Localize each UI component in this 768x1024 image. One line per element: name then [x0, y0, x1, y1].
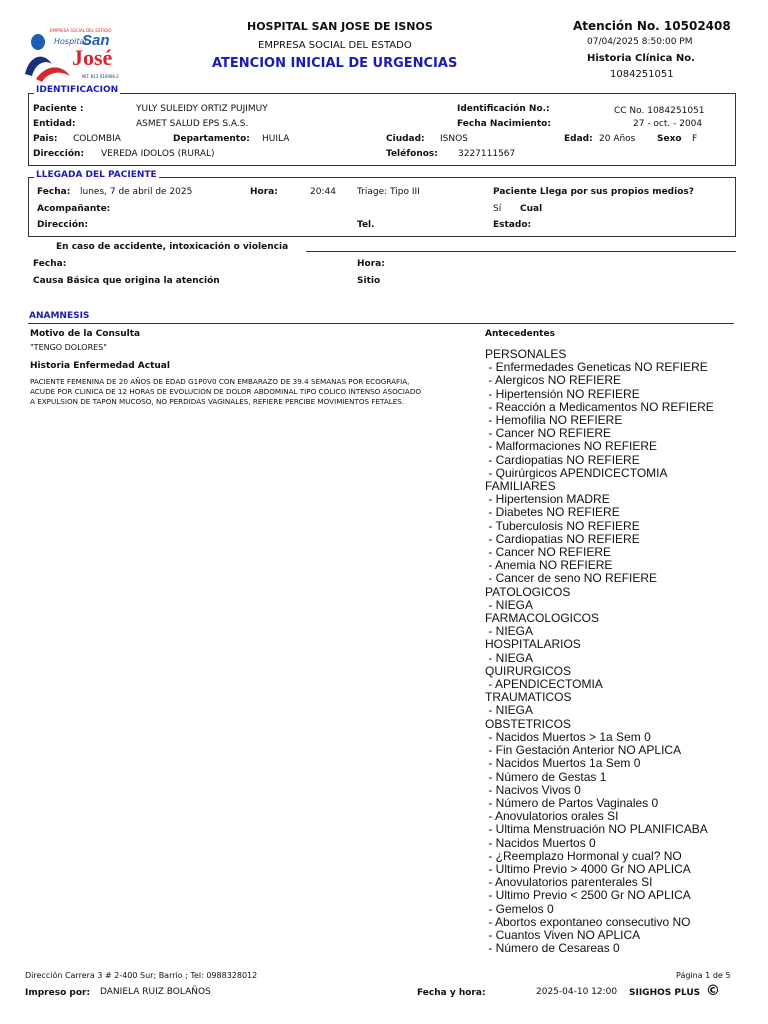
- antecedente-item: - Abortos expontaneo consecutivo NO: [485, 914, 691, 929]
- antecedente-item: - Cancer NO REFIERE: [485, 545, 612, 560]
- historia-line: ACUDE POR CLINICA DE 12 HORAS DE EVOLUCION DE DOLOR ABDOMINAL TIPO COLICO INTENSO ASOCIADO: [30, 387, 422, 396]
- llegada-fecha-label: Fecha:: [37, 187, 71, 197]
- clinical-history-label: Historia Clínica No.: [587, 53, 695, 64]
- accidente-title: En caso de accidente, intoxicación o violencia: [56, 242, 289, 252]
- cual-label: Cual: [520, 204, 543, 214]
- antecedente-category: QUIRURGICOS: [485, 663, 572, 678]
- print-datetime-value: 2025-04-10 12:00: [536, 987, 618, 997]
- antecedente-item: - Cuantos Viven NO APLICA: [485, 927, 641, 942]
- attention-datetime: 07/04/2025 8:50:00 PM: [587, 37, 693, 47]
- antecedente-item: - Hemofilia NO REFIERE: [485, 413, 623, 428]
- llegada-direccion-label: Dirección:: [37, 220, 89, 230]
- antecedente-item: - Enfermedades Geneticas NO REFIERE: [485, 360, 708, 375]
- identificacion-no-label: Identificación No.:: [457, 104, 550, 114]
- anamnesis-rule: [28, 323, 734, 324]
- antecedente-category: OBSTETRICOS: [485, 716, 572, 731]
- antecedente-item: - Reacción a Medicamentos NO REFIERE: [485, 399, 714, 414]
- attention-number: Atención No. 10502408: [573, 19, 731, 33]
- edad-label: Edad:: [564, 134, 593, 144]
- entity-type: EMPRESA SOCIAL DEL ESTADO: [258, 40, 412, 51]
- antecedente-item: - Número de Partos Vaginales 0: [485, 795, 659, 810]
- logo-jose-text: José: [72, 45, 113, 70]
- paciente-label: Paciente :: [33, 104, 84, 114]
- pais-value: COLOMBIA: [73, 134, 121, 144]
- antecedente-item: - Gemelos 0: [485, 901, 554, 916]
- system-name: SIIGHOS PLUS: [629, 988, 701, 998]
- accidente-fecha-label: Fecha:: [33, 259, 67, 269]
- motivo-label: Motivo de la Consulta: [30, 329, 141, 339]
- pais-label: Pais:: [33, 134, 58, 144]
- llegada-fecha-value: lunes, 7 de abril de 2025: [80, 187, 193, 197]
- antecedente-item: - Ultimo Previo < 2500 Gr NO APLICA: [485, 888, 691, 903]
- logo-hospital-text: Hospital: [54, 37, 87, 46]
- telefonos-label: Teléfonos:: [386, 149, 438, 159]
- antecedente-item: - Tuberculosis NO REFIERE: [485, 518, 640, 533]
- antecedente-item: - Hipertensión NO REFIERE: [485, 386, 640, 401]
- sexo-label: Sexo: [657, 134, 682, 144]
- sitio-label: Sitio: [357, 276, 381, 286]
- entidad-label: Entidad:: [33, 119, 76, 129]
- antecedente-item: - APENDICECTOMIA: [485, 677, 603, 692]
- antecedente-item: - NIEGA: [485, 650, 534, 665]
- antecedente-item: - Ultimo Previo > 4000 Gr NO APLICA: [485, 861, 691, 876]
- footer-page: Página 1 de 5: [676, 971, 731, 980]
- antecedente-item: - Alergicos NO REFIERE: [485, 373, 622, 388]
- medios-si-value: Sí: [493, 204, 502, 214]
- antecedente-item: - Nacivos Vivos 0: [485, 782, 581, 797]
- antecedente-category: FAMILIARES: [485, 479, 556, 494]
- clinical-history-number: 1084251051: [610, 69, 674, 80]
- medios-label: Paciente Llega por sus propios medios?: [493, 187, 694, 197]
- antecedente-category: PATOLOGICOS: [485, 584, 571, 599]
- llegada-tel-label: Tel.: [357, 220, 375, 230]
- logo-san-text: San: [82, 32, 110, 49]
- antecedente-category: FARMACOLOGICOS: [485, 611, 600, 626]
- antecedente-item: - Anemia NO REFIERE: [485, 558, 613, 573]
- antecedente-item: - ¿Reemplazo Hormonal y cual? NO: [485, 848, 682, 863]
- ciudad-label: Ciudad:: [386, 134, 425, 144]
- hospital-logo: [22, 24, 126, 84]
- antecedente-item: - NIEGA: [485, 597, 534, 612]
- direccion-value: VEREDA IDOLOS (RURAL): [101, 149, 215, 159]
- antecedente-category: TRAUMATICOS: [485, 690, 572, 705]
- antecedente-item: - Diabetes NO REFIERE: [485, 505, 620, 520]
- motivo-value: "TENGO DOLORES": [30, 343, 107, 352]
- antecedente-item: - Hipertension MADRE: [485, 492, 610, 507]
- anamnesis-title: ANAMNESIS: [29, 311, 90, 321]
- antecedente-item: - Ultima Menstruación NO PLANIFICABA: [485, 822, 708, 837]
- entidad-value: ASMET SALUD EPS S.A.S.: [136, 119, 249, 129]
- identificacion-title: IDENTIFICACION: [36, 85, 119, 95]
- llegada-hora-label: Hora:: [250, 187, 278, 197]
- antecedente-item: - Quirúrgicos APENDICECTOMIA: [485, 465, 668, 480]
- printed-by-label: Impreso por:: [25, 988, 91, 998]
- antecedente-item: - Cardiopatias NO REFIERE: [485, 531, 640, 546]
- footer-address: Dirección Carrera 3 # 2-400 Sur; Barrio ; Tel: 0988328012: [25, 971, 258, 980]
- logo-nit-text: NIT. 813 010966-2: [82, 74, 119, 79]
- antecedente-item: - Número de Gestas 1: [485, 769, 607, 784]
- paciente-value: YULY SULEIDY ORTIZ PUJIMUY: [136, 104, 268, 114]
- llegada-box: [28, 177, 736, 237]
- nacimiento-label: Fecha Nacimiento:: [457, 119, 551, 129]
- document-title: ATENCION INICIAL DE URGENCIAS: [212, 56, 458, 71]
- historia-label: Historia Enfermedad Actual: [30, 361, 170, 371]
- antecedente-category: HOSPITALARIOS: [485, 637, 581, 652]
- sexo-value: F: [692, 134, 698, 144]
- nacimiento-value: 27 - oct. - 2004: [633, 119, 703, 129]
- logo-top-text: EMPRESA SOCIAL DEL ESTADO: [50, 28, 112, 33]
- antecedente-item: - Nacidos Muertos 0: [485, 835, 596, 850]
- antecedente-item: - Fin Gestación Anterior NO APLICA: [485, 743, 682, 758]
- acompanante-label: Acompañante:: [37, 204, 111, 214]
- antecedente-item: - Número de Cesareas 0: [485, 941, 620, 956]
- estado-label: Estado:: [493, 220, 532, 230]
- antecedente-item: - Anovulatorios parenterales SI: [485, 875, 653, 890]
- print-datetime-label: Fecha y hora:: [417, 988, 486, 998]
- antecedente-item: - Cancer de seno NO REFIERE: [485, 571, 658, 586]
- identificacion-no-value: CC No. 1084251051: [614, 106, 705, 116]
- copyright-icon: ©: [706, 983, 720, 999]
- llegada-title: LLEGADA DEL PACIENTE: [36, 170, 157, 180]
- antecedente-item: - Anovulatorios orales SI: [485, 809, 619, 824]
- departamento-label: Departamento:: [173, 134, 250, 144]
- accidente-rule: [306, 251, 736, 252]
- printed-by-value: DANIELA RUIZ BOLAÑOS: [100, 987, 211, 997]
- hospital-name: HOSPITAL SAN JOSE DE ISNOS: [247, 20, 433, 33]
- antecedente-item: - Nacidos Muertos > 1a Sem 0: [485, 729, 651, 744]
- causa-label: Causa Básica que origina la atención: [33, 276, 220, 286]
- antecedente-item: - Cancer NO REFIERE: [485, 426, 612, 441]
- antecedente-item: - Nacidos Muertos 1a Sem 0: [485, 756, 641, 771]
- direccion-label: Dirección:: [33, 149, 85, 159]
- ciudad-value: ISNOS: [440, 134, 468, 144]
- telefonos-value: 3227111567: [458, 149, 516, 159]
- antecedente-item: - NIEGA: [485, 703, 534, 718]
- antecedente-item: - Cardiopatias NO REFIERE: [485, 452, 640, 467]
- llegada-hora-value: 20:44: [310, 187, 336, 197]
- antecedentes-list: [485, 348, 714, 955]
- antecedente-item: - NIEGA: [485, 624, 534, 639]
- historia-line: A EXPULSION DE TAPON MUCOSO, NO PERDIDAS VAGINALES, REFIERE PERCIBE MOVIMIENTOS FETALES.: [30, 397, 405, 406]
- triage-value: Triage: Tipo III: [357, 187, 420, 197]
- antecedente-category: PERSONALES: [485, 347, 567, 361]
- accidente-hora-label: Hora:: [357, 259, 385, 269]
- edad-value: 20 Años: [599, 134, 636, 144]
- antecedente-item: - Malformaciones NO REFIERE: [485, 439, 658, 454]
- historia-line: PACIENTE FEMENINA DE 20 AÑOS DE EDAD G1P0V0 CON EMBARAZO DE 39.4 SEMANAS POR ECOGRAFIA,: [30, 377, 410, 386]
- antecedentes-label: Antecedentes: [485, 329, 555, 339]
- departamento-value: HUILA: [262, 134, 290, 144]
